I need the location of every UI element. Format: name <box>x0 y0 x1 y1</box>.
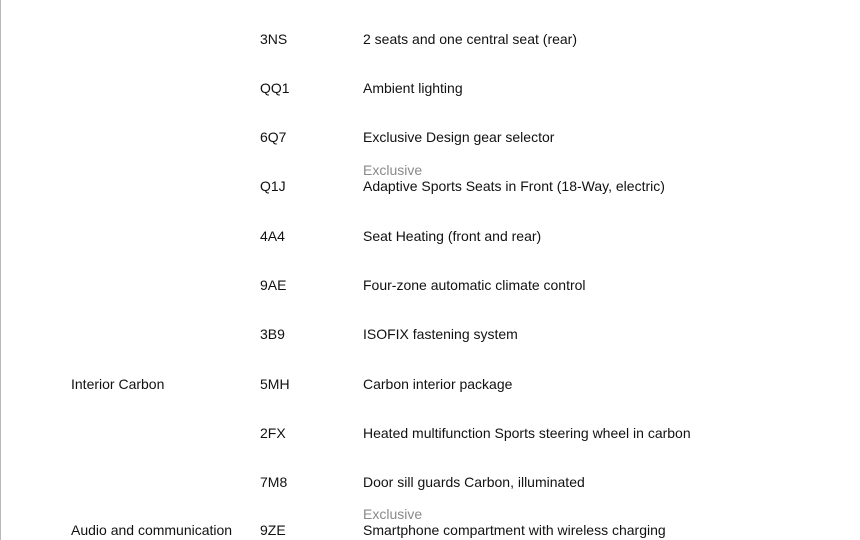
option-description: Smartphone compartment with wireless charging <box>363 522 666 538</box>
option-description: 2 seats and one central seat (rear) <box>363 31 578 47</box>
option-description: Exclusive Design gear selector <box>363 129 555 145</box>
option-description-cell <box>363 129 554 145</box>
table-row <box>0 49 860 98</box>
option-note: Exclusive <box>363 162 423 178</box>
option-description-cell <box>363 506 666 538</box>
option-code: 9AE <box>260 277 287 293</box>
table-row <box>0 246 860 295</box>
option-description-cell <box>363 376 512 392</box>
option-description-cell <box>363 425 691 441</box>
option-description-cell <box>363 228 541 244</box>
option-description-cell <box>363 162 665 194</box>
option-code: QQ1 <box>260 80 290 96</box>
table-row <box>0 295 860 344</box>
option-description: Carbon interior package <box>363 376 513 392</box>
table-row <box>0 491 860 540</box>
option-code: 7M8 <box>260 474 288 490</box>
option-description: Ambient lighting <box>363 80 463 96</box>
option-code: 3NS <box>260 31 288 47</box>
table-row <box>0 394 860 443</box>
table-row <box>0 0 860 49</box>
option-description: Four-zone automatic climate control <box>363 277 586 293</box>
table-row <box>0 443 860 492</box>
table-row <box>0 147 860 196</box>
option-description-cell <box>363 31 577 47</box>
option-code: 3B9 <box>260 326 285 342</box>
option-code: Q1J <box>260 178 286 194</box>
option-description-cell <box>363 326 518 342</box>
option-description: Adaptive Sports Seats in Front (18-Way, electric) <box>363 178 665 194</box>
option-description: Heated multifunction Sports steering wheel in carbon <box>363 425 691 441</box>
option-note: Exclusive <box>363 506 423 522</box>
option-description: Door sill guards Carbon, illuminated <box>363 474 585 490</box>
table-row <box>0 345 860 394</box>
option-description-cell <box>363 80 463 96</box>
category-label: Audio and communication <box>71 522 233 538</box>
option-code: 6Q7 <box>260 129 287 145</box>
option-description: Seat Heating (front and rear) <box>363 228 542 244</box>
option-code: 4A4 <box>260 228 285 244</box>
option-description-cell <box>363 277 586 293</box>
option-code: 9ZE <box>260 522 286 538</box>
option-description-cell <box>363 474 585 490</box>
category-label: Interior Carbon <box>71 376 165 392</box>
option-description: ISOFIX fastening system <box>363 326 518 342</box>
table-row <box>0 98 860 147</box>
option-code: 2FX <box>260 425 286 441</box>
option-code: 5MH <box>260 376 290 392</box>
table-row <box>0 197 860 246</box>
